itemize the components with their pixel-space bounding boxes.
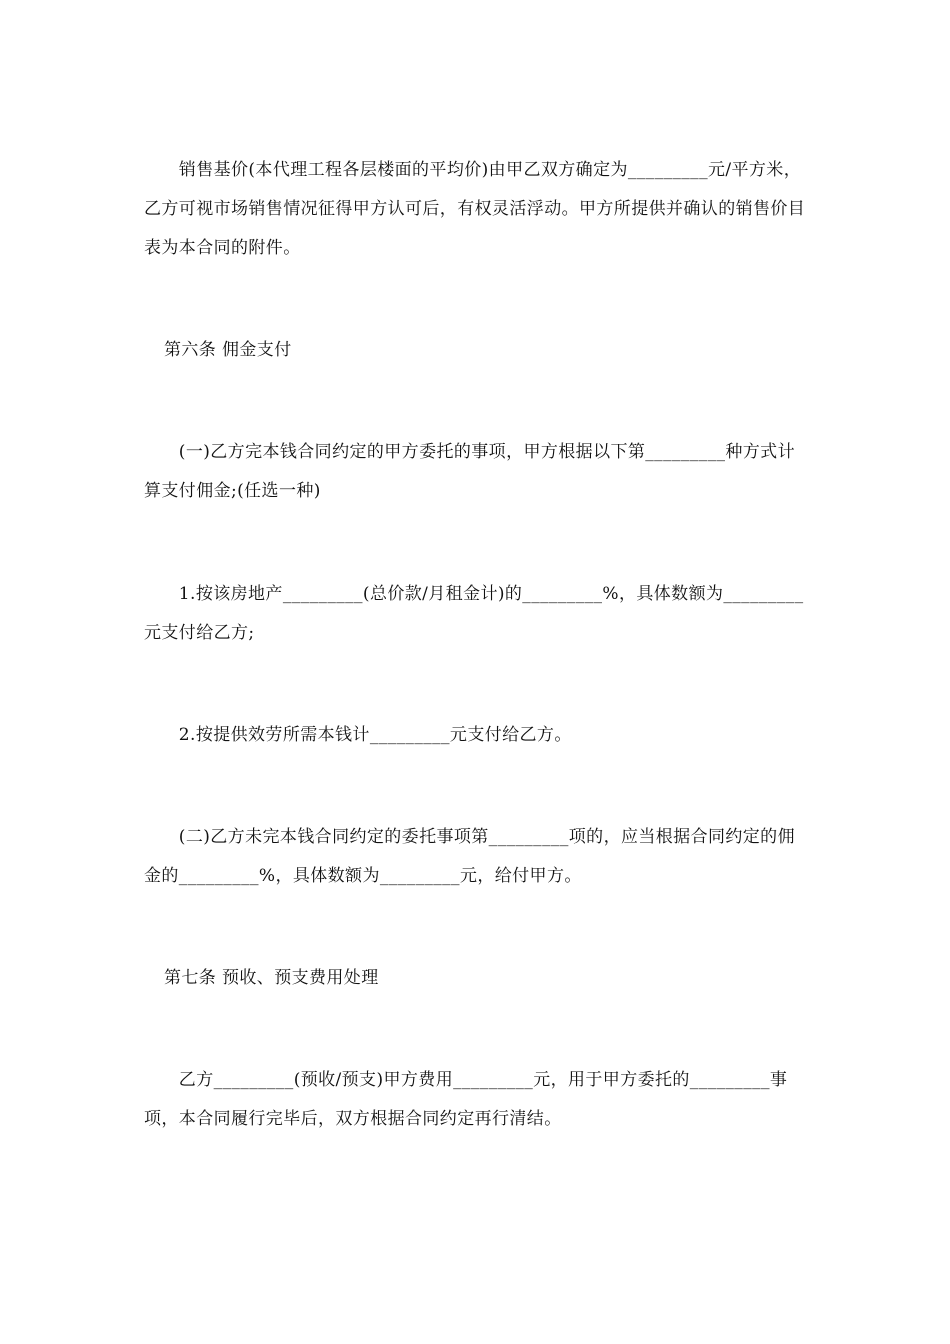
paragraph-commission-option-2: 2.按提供效劳所需本钱计_________元支付给乙方。 [144, 725, 572, 745]
heading-article-6: 第六条 佣金支付 [164, 340, 292, 360]
paragraph-prepaid-fees: 乙方_________(预收/预支)甲方费用_________元，用于甲方委托的_________事项，本合同履行完毕后，双方根据合同约定再行清结。 [144, 1070, 788, 1129]
paragraph-commission-method: (一)乙方完本钱合同约定的甲方委托的事项，甲方根据以下第_________种方式计算支付佣金;(任选一种) [144, 442, 795, 501]
paragraph-commission-option-1: 1.按该房地产_________(总价款/月租金计)的_________%，具体数额为_________元支付给乙方; [144, 584, 804, 643]
paragraph-unfinished-commission: (二)乙方未完本钱合同约定的委托事项第_________项的，应当根据合同约定的佣金的_________%，具体数额为_________元，给付甲方。 [144, 827, 795, 886]
paragraph-base-price: 销售基价(本代理工程各层楼面的平均价)由甲乙双方确定为_________元/平方米，乙方可视市场销售情况征得甲方认可后，有权灵活浮动。甲方所提供并确认的销售价目表为本合同的附件。 [144, 160, 806, 258]
heading-article-7: 第七条 预收、预支费用处理 [164, 968, 379, 988]
